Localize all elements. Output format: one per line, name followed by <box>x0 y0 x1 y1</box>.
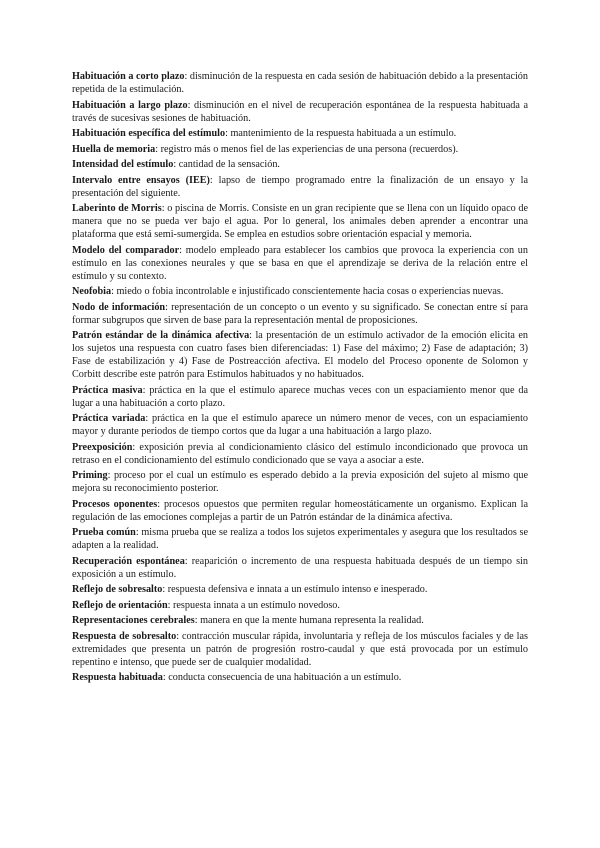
glossary-definition: : proceso por el cual un estímulo es esperado debido a la previa exposición del sujeto al mismo que mejora su reconocimiento posterior. <box>72 470 528 494</box>
glossary-term: Recuperación espontánea <box>72 555 185 567</box>
glossary-term: Reflejo de sobresalto <box>72 584 163 595</box>
glossary-definition: : práctica en la que el estímulo aparece un número menor de veces, con un espaciamiento mayor y durante periodos de tiempo cortos que da lugar a una habituación a largo plazo. <box>72 413 529 437</box>
glossary-definition: : lapso de tiempo programado entre la finalización de un ensayo y la presentación del siguiente. <box>72 174 528 199</box>
glossary-definition: : respuesta defensiva e innata a un estímulo intenso e inesperado. <box>162 584 428 595</box>
glossary-definition: : disminución en el nivel de recuperación espontánea de la respuesta habituada a través de sucesivas sesiones de habituación. <box>72 99 528 124</box>
glossary-term: Respuesta habituada <box>72 672 163 683</box>
glossary-entry <box>72 614 528 627</box>
glossary-entry <box>72 441 528 467</box>
glossary-entry <box>72 127 528 140</box>
glossary-term: Huella de memoria <box>72 143 156 155</box>
glossary-page <box>72 70 528 687</box>
glossary-term: Procesos oponentes <box>72 498 158 510</box>
glossary-term: Habituación a corto plazo <box>72 71 185 82</box>
glossary-definition: : reaparición o incremento de una respuesta habituada después de un tiempo sin exposición a un estímulo. <box>72 555 528 580</box>
glossary-entry <box>72 99 528 125</box>
glossary-term: Preexposición <box>72 441 133 453</box>
glossary-term: Neofobia <box>72 286 112 297</box>
glossary-entry <box>72 412 528 438</box>
glossary-definition: : la presentación de un estímulo activador de la emoción elicita en los sujetos una respuesta con cuatro fases bien diferenciadas: 1) Fase del máximo; 2) Fase de adaptación; 3) Fase de estabilización y 4) Fase de Postreacción afectiva. El modelo del Proceso oponente de Solomon y Corbitt describe este patrón para Estímulos habituados y no habituados. <box>72 330 528 380</box>
glossary-term: Representaciones cerebrales <box>72 615 195 626</box>
glossary-term: Práctica variada <box>72 413 146 424</box>
glossary-term: Priming <box>72 470 108 481</box>
glossary-definition: : procesos opuestos que permiten regular homeostáticamente un organismo. Explican la regulación de las emociones complejas a partir de un Patrón estándar de la dinámica afectiva. <box>72 498 528 523</box>
glossary-term: Intervalo entre ensayos (IEE) <box>72 174 210 186</box>
glossary-term: Práctica masiva <box>72 384 143 396</box>
glossary-entry <box>72 630 528 669</box>
glossary-definition: : misma prueba que se realiza a todos los sujetos experimentales y asegura que los resultados se adapten a la realidad. <box>72 527 529 551</box>
glossary-entry <box>72 70 528 96</box>
glossary-term: Intensidad del estímulo <box>72 159 174 170</box>
glossary-entry <box>72 202 528 241</box>
glossary-term: Respuesta de sobresalto <box>72 630 177 642</box>
glossary-term: Nodo de información <box>72 301 166 313</box>
glossary-definition: : representación de un concepto o un evento y su significado. Se conectan entre sí para formar subgrupos que sirven de base para la representación mental de proposiciones. <box>72 301 529 326</box>
glossary-definition: : práctica en la que el estímulo aparece muchas veces con un espaciamiento menor que da lugar a una habituación a corto plazo. <box>72 384 528 409</box>
glossary-term: Patrón estándar de la dinámica afectiva <box>72 330 250 341</box>
glossary-entry <box>72 526 528 552</box>
glossary-entry <box>72 384 528 410</box>
glossary-definition: : miedo o fobia incontrolable e injustificado conscientemente hacia cosas o experiencias nuevas. <box>111 286 504 297</box>
glossary-term: Reflejo de orientación <box>72 599 168 611</box>
glossary-entry <box>72 498 528 524</box>
glossary-entry <box>72 174 528 200</box>
glossary-definition: : conducta consecuencia de una habituación a un estímulo. <box>162 672 402 683</box>
glossary-definition: : exposición previa al condicionamiento clásico del estímulo incondicionado que provoca un retraso en el condicionamiento del estímulo condicionado que se vaya a asociar a este. <box>72 441 528 466</box>
glossary-entry <box>72 671 528 684</box>
glossary-entry <box>72 329 528 381</box>
glossary-definition: : modelo empleado para establecer los cambios que provoca la experiencia con un estímulo en las conexiones neurales y que se basa en que el aprendizaje se deriva de la relación entre el estímulo y su contexto. <box>72 244 528 282</box>
glossary-definition: : o piscina de Morris. Consiste en un gran recipiente que se llena con un líquido opaco de manera que no se pueda ver bajo el agua. Por lo general, los animales deben aprender a encontrar una plataforma que está semi-sumergida. Se emplea en estudios sobre orientación espacial y memoria. <box>72 203 528 240</box>
glossary-term: Prueba común <box>72 527 136 538</box>
glossary-entry <box>72 158 528 171</box>
glossary-term: Laberinto de Morris <box>72 203 162 214</box>
glossary-definition: : manera en que la mente humana representa la realidad. <box>194 615 424 626</box>
glossary-entry <box>72 244 528 283</box>
glossary-entry <box>72 469 528 495</box>
glossary-entry <box>72 583 528 596</box>
glossary-definition: : contracción muscular rápida, involuntaria y refleja de los músculos faciales y de las extremidades que presenta un patrón de progresión rostro-caudal y que está provocada por un estímulo repentino e intenso, que puede ser de cualquier modalidad. <box>72 630 528 668</box>
glossary-entry <box>72 555 528 581</box>
glossary-entry <box>72 301 528 327</box>
glossary-definition: : registro más o menos fiel de las experiencias de una persona (recuerdos). <box>155 143 459 155</box>
glossary-entry <box>72 143 528 156</box>
glossary-term: Modelo del comparador <box>72 244 180 256</box>
glossary-definition: : cantidad de la sensación. <box>173 159 280 170</box>
glossary-entry <box>72 599 528 612</box>
glossary-definition: : disminución de la respuesta en cada sesión de habituación debido a la presentación repetida de la estimulación. <box>72 71 528 95</box>
glossary-term: Habituación a largo plazo <box>72 99 188 111</box>
glossary-definition: : mantenimiento de la respuesta habituada a un estímulo. <box>225 128 457 139</box>
glossary-entry <box>72 285 528 298</box>
glossary-term: Habituación específica del estímulo <box>72 128 226 139</box>
glossary-definition: : respuesta innata a un estímulo novedoso. <box>167 599 340 611</box>
